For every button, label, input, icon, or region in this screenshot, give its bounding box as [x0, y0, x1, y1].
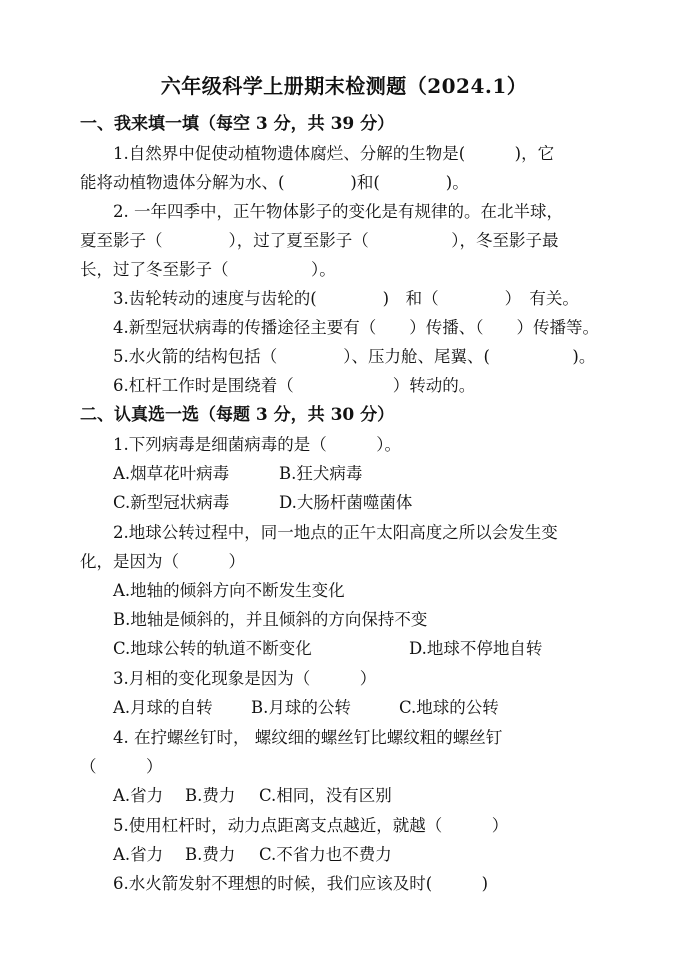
s2-q1-option-b: B.狂犬病毒 — [279, 464, 363, 483]
s2-q1-option-d: D.大肠杆菌噬菌体 — [279, 493, 413, 512]
s2-q2-option-b: B.地轴是倾斜的，并且倾斜的方向保持不变 — [113, 610, 428, 629]
s2-q2-option-a: A.地轴的倾斜方向不断发生变化 — [113, 581, 345, 600]
s1-q4: 4.新型冠状病毒的传播途径主要有（ ）传播、（ ）传播等。 — [113, 318, 599, 337]
s2-q4-option-a: A.省力 — [113, 786, 164, 805]
s2-q3-options-row — [113, 697, 499, 719]
s2-q3-option-a: A.月球的自转 — [113, 698, 213, 717]
s2-q5-options-row — [113, 844, 392, 866]
s2-q2-options-row — [113, 638, 542, 660]
section1-heading: 一、我来填一填（每空 3 分，共 39 分） — [80, 114, 395, 134]
s2-q6: 6.水火箭发射不理想的时候，我们应该及时( ) — [113, 874, 489, 893]
section2-heading: 二、认真选一选（每题 3 分，共 30 分） — [80, 405, 395, 425]
s2-q3-option-c: C.地球的公转 — [399, 698, 499, 717]
s2-q2-line2: 化，是因为（ ） — [80, 552, 245, 571]
s1-q2-line3: 长，过了冬至影子（ ）。 — [80, 260, 336, 279]
s1-q1-line1: 1.自然界中促使动植物遗体腐烂、分解的生物是( )，它 — [113, 144, 555, 163]
s2-q2-option-c: C.地球公转的轨道不断变化 — [113, 639, 312, 658]
s2-q1-options-row2 — [113, 492, 412, 514]
s2-q4-line1: 4. 在拧螺丝钉时， 螺纹细的螺丝钉比螺纹粗的螺丝钉 — [113, 728, 503, 747]
s2-q1-option-c: C.新型冠状病毒 — [113, 493, 230, 512]
s2-q4-option-c: C.相同，没有区别 — [259, 786, 392, 805]
s1-q5: 5.水火箭的结构包括（ ）、压力舱、尾翼、( )。 — [113, 347, 596, 366]
s1-q6: 6.杠杆工作时是围绕着（ ）转动的。 — [113, 376, 476, 395]
s2-q1: 1.下列病毒是细菌病毒的是（ ）。 — [113, 435, 401, 454]
s2-q4-option-b: B.费力 — [185, 786, 236, 805]
s1-q2-line1: 2. 一年四季中，正午物体影子的变化是有规律的。在北半球， — [113, 202, 563, 221]
s2-q3-option-b: B.月球的公转 — [251, 698, 351, 717]
s2-q4-options-row — [113, 785, 392, 807]
s2-q5-option-a: A.省力 — [113, 845, 164, 864]
s2-q1-option-a: A.烟草花叶病毒 — [113, 464, 230, 483]
s2-q4-line2: （ ） — [80, 757, 163, 776]
page-title: 六年级科学上册期末检测题（2024.1） — [160, 74, 528, 98]
s2-q5-option-c: C.不省力也不费力 — [259, 845, 392, 864]
s2-q1-options-row1 — [113, 463, 362, 485]
s2-q5-option-b: B.费力 — [185, 845, 236, 864]
s2-q5: 5.使用杠杆时，动力点距离支点越近，就越（ ） — [113, 816, 509, 835]
s1-q3: 3.齿轮转动的速度与齿轮的( ) 和（ ） 有关。 — [113, 289, 579, 308]
s2-q3: 3.月相的变化现象是因为（ ） — [113, 669, 377, 688]
s1-q1-line2: 能将动植物遗体分解为水、( )和( )。 — [80, 173, 469, 192]
s2-q2-option-d: D.地球不停地自转 — [409, 639, 543, 658]
s2-q2-line1: 2.地球公转过程中，同一地点的正午太阳高度之所以会发生变 — [113, 523, 558, 542]
s1-q2-line2: 夏至影子（ ），过了夏至影子（ ），冬至影子最 — [80, 231, 559, 250]
